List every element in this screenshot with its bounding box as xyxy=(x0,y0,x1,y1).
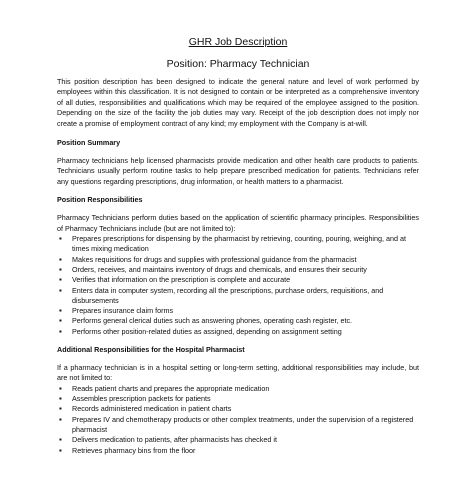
summary-heading: Position Summary xyxy=(57,138,121,148)
list-item: ▪ Verifies that information on the prescription is complete and accurate xyxy=(57,275,419,285)
responsibilities-list xyxy=(57,234,419,337)
additional-heading: Additional Responsibilities for the Hospital Pharmacist xyxy=(57,345,245,355)
list-item: ▪ Performs other position-related duties as assigned, depending on assignment setting xyxy=(57,327,419,337)
additional-list xyxy=(57,384,419,456)
responsibilities-heading: Position Responsibilities xyxy=(57,195,143,205)
list-item: ▪ Records administered medication in patient charts xyxy=(57,404,419,414)
summary-paragraph: Pharmacy technicians help licensed pharmacists provide medication and other health care products to patients. Technicians usually perform routine tasks to help prepare prescribed medication for patients. Technicians refer any questions regarding prescriptions, drug information, or health matters to a pharmacist. xyxy=(57,156,419,186)
list-item: ▪ Performs general clerical duties such as answering phones, operating cash register, etc. xyxy=(57,316,419,326)
list-item: ▪ Prepares prescriptions for dispensing by the pharmacist by retrieving, counting, pouring, weighing, and at times mixing medication xyxy=(57,234,419,255)
document-title xyxy=(57,36,419,48)
document-content xyxy=(57,0,419,456)
list-item: ▪ Prepares insurance claim forms xyxy=(57,306,419,316)
list-item: ▪ Prepares IV and chemotherapy products or other complex treatments, under the supervision of a registered pharmacist xyxy=(57,415,419,436)
list-item: ▪ Delivers medication to patients, after pharmacists has checked it xyxy=(57,435,419,445)
list-item: ▪ Reads patient charts and prepares the appropriate medication xyxy=(57,384,419,394)
list-item: ▪ Enters data in computer system, recording all the prescriptions, purchase orders, requisitions, and disbursements xyxy=(57,286,419,307)
intro-paragraph: This position description has been designed to indicate the general nature and level of work performed by employees within this classification. It is not designed to contain or be interpreted as a comprehensive inventory of all duties, responsibilities and qualifications which may be required of the employee assigned to the position. Depending on the size of the facility the job duties may vary. Receipt of the job description does not imply nor create a promise of employment contract of any kind; my employment with the Company is at-will. xyxy=(57,77,419,128)
list-item: ▪ Orders, receives, and maintains inventory of drugs and chemicals, and ensures their security xyxy=(57,265,419,275)
position-title: Position: Pharmacy Technician xyxy=(166,58,310,70)
document-title-text: GHR Job Description xyxy=(188,36,288,48)
list-item: ▪ Retrieves pharmacy bins from the floor xyxy=(57,446,419,456)
list-item: ▪ Makes requisitions for drugs and supplies with professional guidance from the pharmacist xyxy=(57,255,419,265)
responsibilities-intro: Pharmacy Technicians perform duties based on the application of scientific pharmacy principles. Responsibilities of Pharmacy Technicians include (but are not limited to): xyxy=(57,213,419,233)
list-item: ▪ Assembles prescription packets for patients xyxy=(57,394,419,404)
additional-intro: If a pharmacy technician is in a hospital setting or long-term setting, additional responsibilities may include, but are not limited to: xyxy=(57,363,419,383)
